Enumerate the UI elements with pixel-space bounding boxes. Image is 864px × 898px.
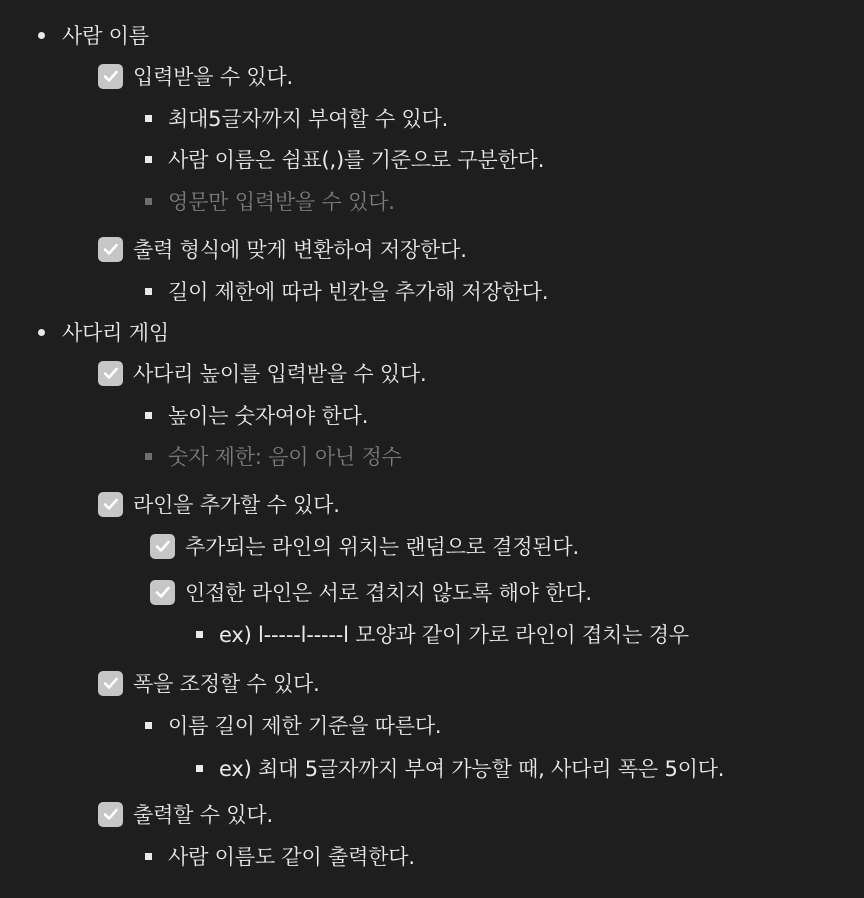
checked-checkbox-icon[interactable] — [98, 492, 123, 517]
checkmark-icon — [102, 496, 119, 513]
list-item-max-length — [145, 101, 448, 135]
task-item-no-overlap[interactable] — [150, 575, 592, 609]
item-text: 사다리 높이를 입력받을 수 있다. — [133, 362, 427, 386]
checkmark-icon — [154, 538, 171, 555]
item-text: 최대5글자까지 부여할 수 있다. — [168, 107, 449, 131]
list-item-number-limit — [145, 439, 402, 473]
checkmark-icon — [102, 241, 119, 258]
checked-checkbox-icon[interactable] — [98, 64, 123, 89]
list-item-padding — [145, 274, 548, 308]
item-text: 길이 제한에 따라 빈칸을 추가해 저장한다. — [168, 280, 549, 304]
bullet-square-icon — [145, 156, 152, 163]
item-text: 이름 길이 제한 기준을 따른다. — [168, 714, 442, 738]
bullet-square-icon — [196, 765, 203, 772]
task-item-print[interactable] — [98, 797, 273, 831]
item-text: 사람 이름은 쉼표(,)를 기준으로 구분한다. — [168, 148, 545, 172]
list-item-english-only — [145, 184, 395, 218]
list-item-print-names — [145, 839, 415, 873]
checked-checkbox-icon[interactable] — [98, 237, 123, 262]
list-item-comma-separated — [145, 142, 544, 176]
bullet-square-icon — [145, 115, 152, 122]
checked-checkbox-icon[interactable] — [150, 580, 175, 605]
item-text: 사다리 게임 — [62, 321, 169, 345]
bullet-square-icon — [145, 853, 152, 860]
item-text: 라인을 추가할 수 있다. — [133, 493, 340, 517]
checked-checkbox-icon[interactable] — [98, 671, 123, 696]
checkmark-icon — [102, 675, 119, 692]
checkmark-icon — [154, 584, 171, 601]
bullet-square-icon — [145, 198, 152, 205]
item-text: 입력받을 수 있다. — [133, 65, 294, 89]
item-text: 숫자 제한: 음이 아닌 정수 — [168, 445, 402, 469]
task-item-add-lines[interactable] — [98, 487, 340, 521]
item-text: 영문만 입력받을 수 있다. — [168, 190, 395, 214]
checkmark-icon — [102, 806, 119, 823]
bullet-square-icon — [145, 453, 152, 460]
item-text: 사람 이름도 같이 출력한다. — [168, 845, 415, 869]
checked-checkbox-icon[interactable] — [98, 802, 123, 827]
bullet-square-icon — [145, 288, 152, 295]
checkmark-icon — [102, 68, 119, 85]
bullet-square-icon — [145, 412, 152, 419]
item-text: 사람 이름 — [62, 24, 149, 48]
bullet-dot-icon — [38, 32, 45, 39]
item-text: 인접한 라인은 서로 겹치지 않도록 해야 한다. — [185, 581, 592, 605]
task-item-ladder-height[interactable] — [98, 356, 427, 390]
item-text: 출력할 수 있다. — [133, 803, 273, 827]
bullet-square-icon — [196, 631, 203, 638]
bullet-square-icon — [145, 722, 152, 729]
item-text: 폭을 조정할 수 있다. — [133, 672, 320, 696]
bullet-dot-icon — [38, 329, 45, 336]
task-item-random-position[interactable] — [150, 529, 579, 563]
list-item-ladder-game — [38, 315, 169, 349]
list-item-height-number — [145, 398, 368, 432]
checked-checkbox-icon[interactable] — [98, 361, 123, 386]
task-item-input-names[interactable] — [98, 59, 293, 93]
item-text: ex) 최대 5글자까지 부여 가능할 때, 사다리 폭은 5이다. — [219, 757, 725, 781]
item-text: 높이는 숫자여야 한다. — [168, 404, 369, 428]
checked-checkbox-icon[interactable] — [150, 534, 175, 559]
task-item-output-format[interactable] — [98, 232, 467, 266]
list-item-people-names — [38, 18, 149, 52]
list-item-width-example — [196, 751, 724, 785]
task-item-adjust-width[interactable] — [98, 666, 320, 700]
list-item-overlap-example — [196, 617, 689, 651]
list-item-name-length-rule — [145, 708, 441, 742]
item-text: 추가되는 라인의 위치는 랜덤으로 결정된다. — [185, 535, 579, 559]
item-text: ex) l-----l-----l 모양과 같이 가로 라인이 겹치는 경우 — [219, 623, 689, 647]
checkmark-icon — [102, 365, 119, 382]
item-text: 출력 형식에 맞게 변환하여 저장한다. — [133, 238, 467, 262]
